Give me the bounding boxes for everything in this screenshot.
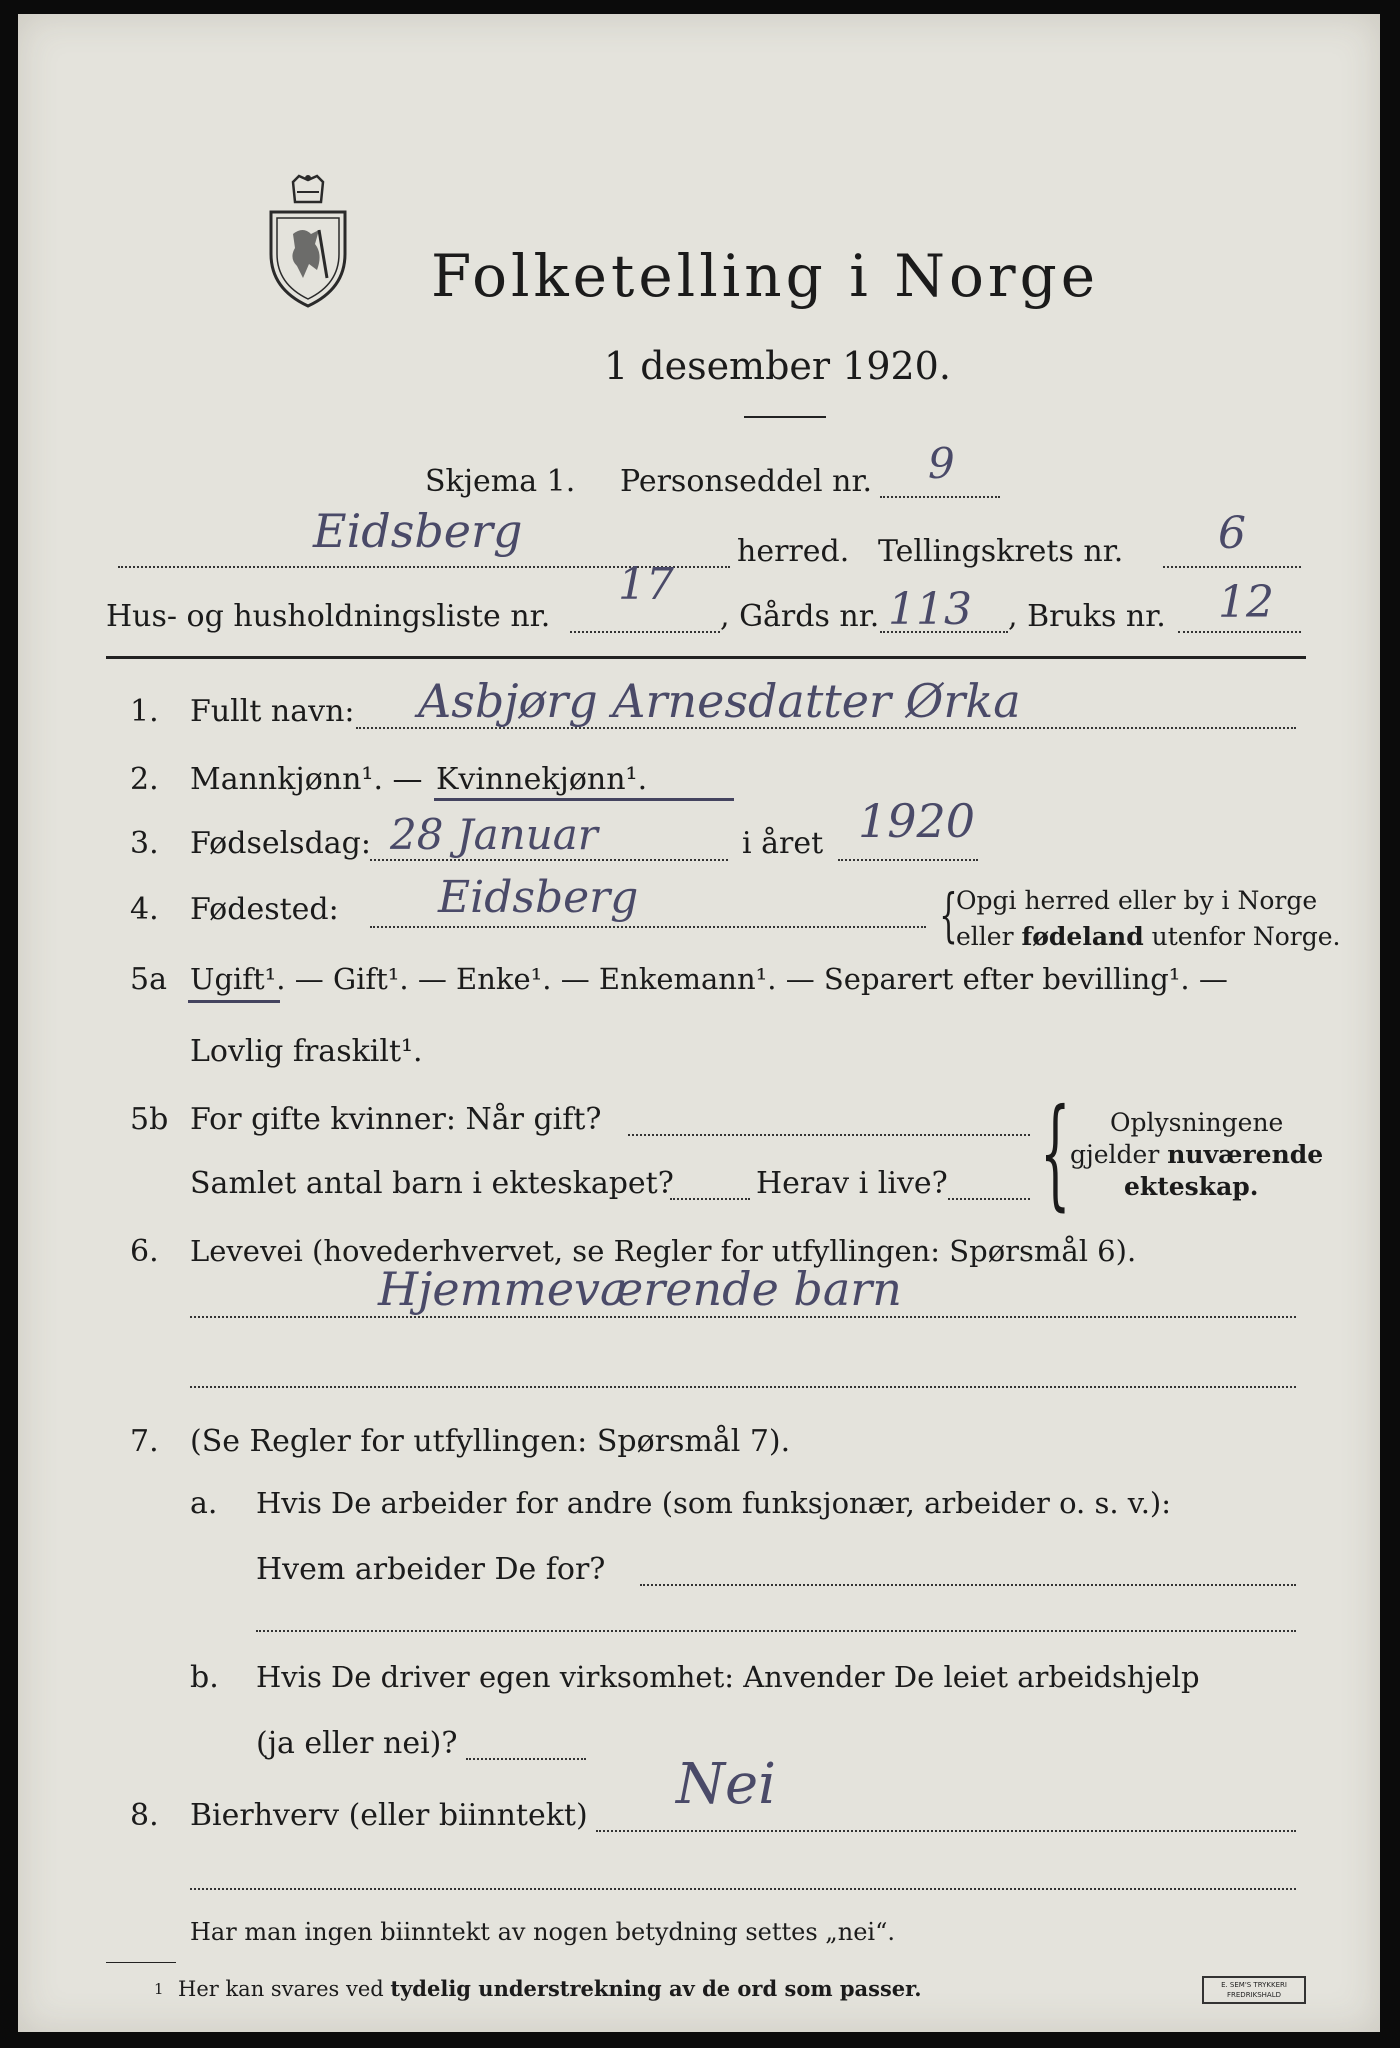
printer-stamp	[1202, 1976, 1306, 2004]
printer-line1: E. SEM'S TRYKKERI	[1221, 1981, 1287, 1989]
q1-label: Fullt navn:	[190, 694, 355, 729]
q3-year-value: 1920	[858, 794, 976, 848]
q3-value: 28 Januar	[390, 810, 598, 859]
form-title: Folketelling i Norge	[431, 242, 1100, 310]
footnote-text-b: tydelig understrekning av de ord som passer.	[390, 1976, 922, 2001]
q5a-line2: Lovlig fraskilt¹.	[190, 1034, 423, 1069]
q7b-line2: (ja eller nei)?	[256, 1726, 458, 1761]
q4-note-line2-c: utenfor Norge.	[1151, 922, 1341, 951]
footnote-text	[178, 1976, 922, 2001]
bruks-value: 12	[1218, 577, 1274, 628]
q1-number: 1.	[130, 694, 159, 729]
q6-value: Hjemmeværende barn	[378, 1262, 902, 1316]
q8-field	[596, 1830, 1296, 1832]
q4-note-line2-b: fødeland	[1021, 922, 1144, 951]
q6-label: Levevei (hovederhvervet, se Regler for utfyllingen: Spørsmål 6).	[190, 1234, 1137, 1268]
herred-label: herred.	[737, 534, 850, 569]
q4-label: Fødested:	[190, 892, 339, 927]
q5b-alive-field	[948, 1198, 1030, 1200]
q7-label: (Se Regler for utfyllingen: Spørsmål 7).	[190, 1424, 791, 1459]
q8-number: 8.	[130, 1798, 159, 1833]
q2-kvinnekjonn: Kvinnekjønn¹.	[436, 762, 648, 797]
q4-note-line2-a: eller	[956, 922, 1014, 951]
q6-number: 6.	[130, 1234, 159, 1269]
skjema-label: Skjema 1.	[425, 464, 576, 499]
footnote-mark: 1	[154, 1980, 164, 1998]
q4-value: Eidsberg	[438, 872, 639, 923]
personseddel-label: Personseddel nr.	[620, 464, 873, 499]
bruks-label: , Bruks nr.	[1008, 599, 1166, 634]
tellingskrets-field	[1163, 566, 1301, 568]
q3-year-label: i året	[742, 826, 824, 861]
q5b-number: 5b	[130, 1102, 169, 1137]
q3-label: Fødselsdag:	[190, 826, 371, 861]
q5a-line1: Ugift¹. — Gift¹. — Enke¹. — Enkemann¹. — Separert efter bevilling¹. —	[190, 962, 1228, 996]
norway-coat-of-arms-icon	[263, 174, 353, 309]
q7a-line1: Hvis De arbeider for andre (som funksjonær, arbeider o. s. v.):	[256, 1486, 1172, 1520]
q5b-note-brace: {	[1040, 1084, 1071, 1223]
q2-mannkjonn: Mannkjønn¹. —	[190, 762, 423, 797]
q5b-line1: For gifte kvinner: Når gift?	[190, 1102, 602, 1137]
footnote-text-a: Her kan svares ved	[178, 1977, 384, 2001]
q5a-number: 5a	[130, 962, 167, 997]
q7b-line1: Hvis De driver egen virksomhet: Anvender De leiet arbeidshjelp	[256, 1660, 1200, 1694]
q5b-note-line2-a: gjelder	[1070, 1140, 1160, 1169]
tellingskrets-label: Tellingskrets nr.	[878, 534, 1124, 569]
q7b-field	[466, 1758, 586, 1760]
q8-value: Nei	[676, 1752, 777, 1817]
q2-underline	[434, 798, 734, 801]
q5b-note-line1: Oplysningene	[1110, 1108, 1284, 1137]
footnote-divider	[106, 1962, 176, 1963]
herred-value: Eidsberg	[313, 504, 523, 558]
tellingskrets-value: 6	[1218, 508, 1246, 559]
q3-year-field	[838, 859, 978, 861]
q5b-note-line3: ekteskap.	[1124, 1172, 1259, 1201]
title-divider	[744, 416, 826, 418]
q7a-field-2	[256, 1630, 1296, 1632]
q3-field	[370, 859, 728, 861]
q7a-letter: a.	[190, 1486, 218, 1521]
q5b-married-field	[628, 1134, 1030, 1136]
census-form-page	[18, 14, 1380, 2032]
q5b-children-field	[670, 1198, 750, 1200]
q3-number: 3.	[130, 826, 159, 861]
q5b-note-line2-b: nuværende	[1167, 1140, 1324, 1169]
hus-field	[570, 631, 720, 633]
q5a-underline	[188, 1000, 280, 1003]
printer-line2: FREDRIKSHALD	[1226, 1991, 1281, 1999]
q4-note-brace: {	[939, 881, 958, 949]
q8-label: Bierhverv (eller biinntekt)	[190, 1798, 588, 1833]
form-date: 1 desember 1920.	[604, 344, 951, 388]
q4-note-line1: Opgi herred eller by i Norge	[956, 886, 1318, 915]
q7a-field-1	[640, 1584, 1296, 1586]
q7a-line2: Hvem arbeider De for?	[256, 1552, 606, 1587]
q6-field-1	[190, 1316, 1296, 1318]
header-divider	[106, 656, 1306, 659]
q8-field-2	[190, 1888, 1296, 1890]
hus-value: 17	[618, 559, 674, 610]
q2-number: 2.	[130, 762, 159, 797]
q5b-children-label: Samlet antal barn i ekteskapet?	[190, 1166, 674, 1201]
q6-field-2	[190, 1386, 1296, 1388]
q5b-alive-label: Herav i live?	[756, 1166, 948, 1201]
personseddel-field	[880, 496, 1000, 498]
gards-label: , Gårds nr.	[720, 599, 880, 634]
q7-number: 7.	[130, 1424, 159, 1459]
q1-value: Asbjørg Arnesdatter Ørka	[418, 674, 1021, 728]
q4-field	[370, 926, 926, 928]
q4-note-line2	[956, 922, 1341, 951]
hus-label: Hus- og husholdningsliste nr.	[106, 599, 551, 634]
bruks-field	[1178, 631, 1301, 633]
q4-number: 4.	[130, 892, 159, 927]
q7b-letter: b.	[190, 1660, 219, 1695]
footer-note: Har man ingen biinntekt av nogen betydning settes „nei“.	[190, 1918, 895, 1946]
personseddel-value: 9	[928, 439, 955, 488]
gards-value: 113	[888, 584, 972, 635]
q5b-note-line2	[1070, 1140, 1323, 1169]
